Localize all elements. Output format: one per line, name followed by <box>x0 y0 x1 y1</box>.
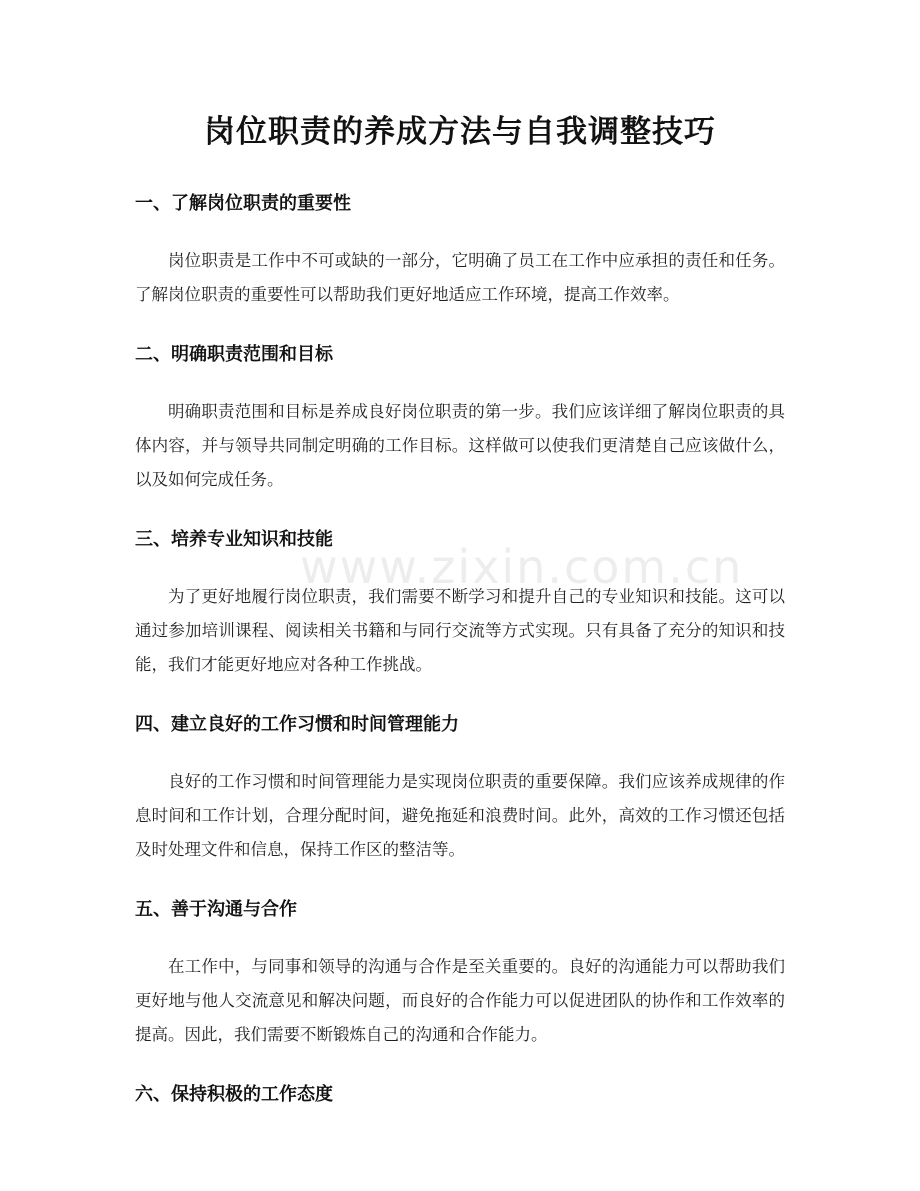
section-4 <box>135 711 785 867</box>
section-6 <box>135 1081 785 1109</box>
section-paragraph: 为了更好地履行岗位职责，我们需要不断学习和提升自己的专业知识和技能。这可以通过参加培训课程、阅读相关书籍和与同行交流等方式实现。只有具备了充分的知识和技能，我们才能更好地应对各种工作挑战。 <box>135 587 785 674</box>
section-paragraph: 岗位职责是工作中不可或缺的一部分，它明确了员工在工作中应承担的责任和任务。了解岗位职责的重要性可以帮助我们更好地适应工作环境，提高工作效率。 <box>135 251 785 304</box>
section-2 <box>135 341 785 497</box>
section-heading: 一、了解岗位职责的重要性 <box>135 193 351 214</box>
section-heading: 二、明确职责范围和目标 <box>135 344 333 365</box>
section-heading: 五、善于沟通与合作 <box>135 899 297 920</box>
section-paragraph: 明确职责范围和目标是养成良好岗位职责的第一步。我们应该详细了解岗位职责的具体内容，并与领导共同制定明确的工作目标。这样做可以使我们更清楚自己应该做什么，以及如何完成任务。 <box>135 402 785 489</box>
section-3 <box>135 526 785 682</box>
section-paragraph: 良好的工作习惯和时间管理能力是实现岗位职责的重要保障。我们应该养成规律的作息时间和工作计划，合理分配时间，避免拖延和浪费时间。此外，高效的工作习惯还包括及时处理文件和信息，保持工作区的整洁等。 <box>135 772 785 859</box>
section-1 <box>135 190 785 312</box>
section-heading: 六、保持积极的工作态度 <box>135 1084 333 1105</box>
section-heading: 三、培养专业知识和技能 <box>135 529 333 550</box>
section-5 <box>135 896 785 1052</box>
watermark-text: www.zixin.com.cn <box>300 540 744 594</box>
document-title: 岗位职责的养成方法与自我调整技巧 <box>204 114 716 150</box>
section-paragraph: 在工作中，与同事和领导的沟通与合作是至关重要的。良好的沟通能力可以帮助我们更好地与他人交流意见和解决问题，而良好的合作能力可以促进团队的协作和工作效率的提高。因此，我们需要不断锻炼自己的沟通和合作能力。 <box>135 957 785 1044</box>
section-heading: 四、建立良好的工作习惯和时间管理能力 <box>135 714 459 735</box>
